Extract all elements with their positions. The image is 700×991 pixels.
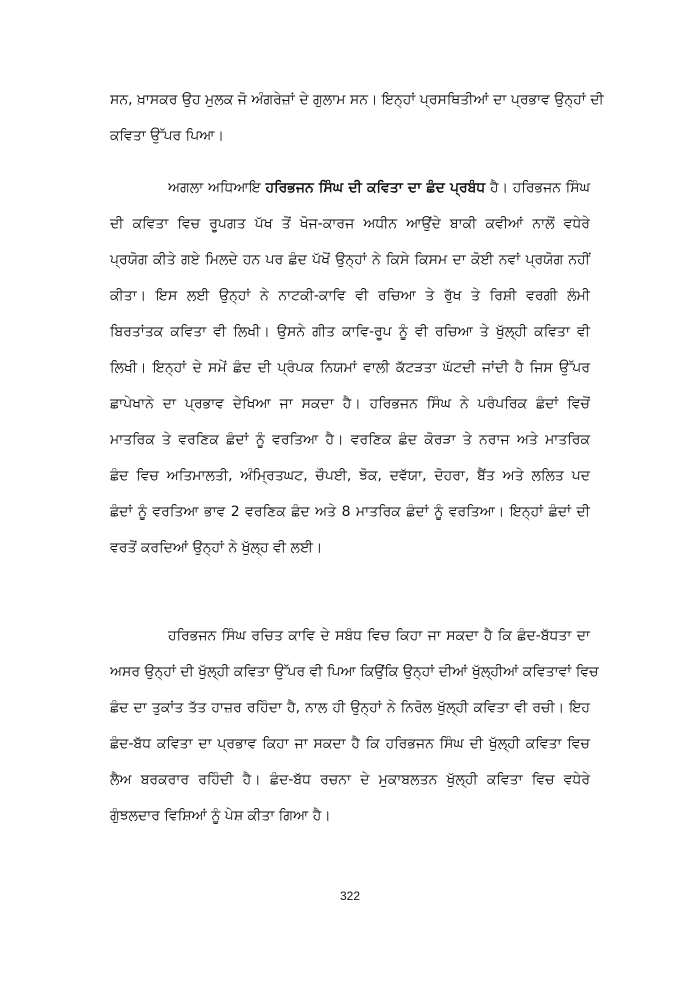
page-number: 322 xyxy=(339,889,361,903)
text-line: ਕੀਤਾ। ਇਸ ਲਈ ਉਨ੍ਹਾਂ ਨੇ ਨਾਟਕੀ-ਕਾਵਿ ਵੀ ਰਚਿਆ ਤੇ ਰੁੱਖ ਤੇ ਰਿਸ਼ੀ ਵਰਗੀ ਲੰਮੀ xyxy=(110,288,590,304)
text-line: ਵਰਤੋਂ ਕਰਦਿਆਂ ਉਨ੍ਹਾਂ ਨੇ ਖੁੱਲ੍ਹ ਵੀ ਲਈ। xyxy=(110,540,323,556)
chapter-title-bold: ਹਰਿਭਜਨ ਸਿੰਘ ਦੀ ਕਵਿਤਾ ਦਾ ਛੰਦ ਪ੍ਰਬੰਧ xyxy=(265,180,486,196)
text-line: ਛੰਦਾਂ ਨੂੰ ਵਰਤਿਆ ਭਾਵ 2 ਵਰਣਿਕ ਛੰਦ ਅਤੇ 8 ਮਾਤਰਿਕ ਛੰਦਾਂ ਨੂੰ ਵਰਤਿਆ। ਇਨ੍ਹਾਂ ਛੰਦਾਂ ਦੀ xyxy=(110,504,590,520)
text-line: ਹਰਿਭਜਨ ਸਿੰਘ ਰਚਿਤ ਕਾਵਿ ਦੇ ਸਬੰਧ ਵਿਚ ਕਿਹਾ ਜਾ ਸਕਦਾ ਹੈ ਕਿ ਛੰਦ-ਬੱਧਤਾ ਦਾ xyxy=(168,628,590,644)
text-line: ਛਾਪੇਖਾਨੇ ਦਾ ਪ੍ਰਭਾਵ ਦੇਖਿਆ ਜਾ ਸਕਦਾ ਹੈ। ਹਰਿਭਜਨ ਸਿੰਘ ਨੇ ਪਰੰਪਰਿਕ ਛੰਦਾਂ ਵਿਚੋਂ xyxy=(110,396,590,412)
text-line: ਲਿਖੀ। ਇਨ੍ਹਾਂ ਦੇ ਸਮੇਂ ਛੰਦ ਦੀ ਪ੍ਰੰਪਕ ਨਿਯਮਾਂ ਵਾਲੀ ਕੱਟੜਤਾ ਘੱਟਦੀ ਜਾਂਦੀ ਹੈ ਜਿਸ ਉੱਪਰ xyxy=(110,360,590,376)
text-line: ਛੰਦ ਵਿਚ ਅਤਿਮਾਲਤੀ, ਅੰਮ੍ਰਿਤਘਟ, ਚੌਪਈ, ਝੋਕ, ਦਵੱਯਾ, ਦੋਹਰਾ, ਬੈਂਤ ਅਤੇ ਲਲਿਤ ਪਦ xyxy=(110,468,590,484)
text-line: ਮਾਤਰਿਕ ਤੇ ਵਰਣਿਕ ਛੰਦਾਂ ਨੂੰ ਵਰਤਿਆ ਹੈ। ਵਰਣਿਕ ਛੰਦ ਕੋਰੜਾ ਤੇ ਨਰਾਜ ਅਤੇ ਮਾਤਰਿਕ xyxy=(110,432,590,448)
text-line: ਬਿਰਤਾਂਤਕ ਕਵਿਤਾ ਵੀ ਲਿਖੀ। ਉਸਨੇ ਗੀਤ ਕਾਵਿ-ਰੂਪ ਨੂੰ ਵੀ ਰਚਿਆ ਤੇ ਖੁੱਲ੍ਹੀ ਕਵਿਤਾ ਵੀ xyxy=(110,324,590,340)
text-line: ਛੰਦ ਦਾ ਤੁਕਾਂਤ ਤੱਤ ਹਾਜ਼ਰ ਰਹਿੰਦਾ ਹੈ, ਨਾਲ ਹੀ ਉਨ੍ਹਾਂ ਨੇ ਨਿਰੋਲ ਖੁੱਲ੍ਹੀ ਕਵਿਤਾ ਵੀ ਰਚੀ। ਇਹ xyxy=(110,700,590,716)
text-line: ਛੰਦ-ਬੱਧ ਕਵਿਤਾ ਦਾ ਪ੍ਰਭਾਵ ਕਿਹਾ ਜਾ ਸਕਦਾ ਹੈ ਕਿ ਹਰਿਭਜਨ ਸਿੰਘ ਦੀ ਖੁੱਲ੍ਹੀ ਕਵਿਤਾ ਵਿਚ xyxy=(110,736,590,752)
text-line xyxy=(168,178,590,198)
text-line: ਦੀ ਕਵਿਤਾ ਵਿਚ ਰੂਪਗਤ ਪੱਖ ਤੋਂ ਖੋਜ-ਕਾਰਜ ਅਧੀਨ ਆਉਂਦੇ ਬਾਕੀ ਕਵੀਆਂ ਨਾਲੋਂ ਵਧੇਰੇ xyxy=(110,216,590,232)
text-line: ਪ੍ਰਯੋਗ ਕੀਤੇ ਗਏ ਮਿਲਦੇ ਹਨ ਪਰ ਛੰਦ ਪੱਖੋਂ ਉਨ੍ਹਾਂ ਨੇ ਕਿਸੇ ਕਿਸਮ ਦਾ ਕੋਈ ਨਵਾਂ ਪ੍ਰਯੋਗ ਨਹੀਂ xyxy=(110,252,590,268)
text-line: ਸਨ, ਖ਼ਾਸਕਰ ਉਹ ਮੁਲਕ ਜੋ ਅੰਗਰੇਜ਼ਾਂ ਦੇ ਗੁਲਾਮ ਸਨ। ਇਨ੍ਹਾਂ ਪ੍ਰਸਥਿਤੀਆਂ ਦਾ ਪ੍ਰਭਾਵ ਉਨ੍ਹਾਂ ਦੀ xyxy=(110,92,604,108)
text-line: ਗੁੰਝਲਦਾਰ ਵਿਸ਼ਿਆਂ ਨੂੰ ਪੇਸ਼ ਕੀਤਾ ਗਿਆ ਹੈ। xyxy=(110,808,331,824)
text-line: ਲੈਅ ਬਰਕਰਾਰ ਰਹਿੰਦੀ ਹੈ। ਛੰਦ-ਬੱਧ ਰਚਨਾ ਦੇ ਮੁਕਾਬਲਤਨ ਖੁੱਲ੍ਹੀ ਕਵਿਤਾ ਵਿਚ ਵਧੇਰੇ xyxy=(110,772,590,788)
text-span: ਅਗਲਾ ਅਧਿਆਇ xyxy=(168,180,266,196)
text-line: ਕਵਿਤਾ ਉੱਪਰ ਪਿਆ। xyxy=(110,128,224,144)
text-line: ਅਸਰ ਉਨ੍ਹਾਂ ਦੀ ਖੁੱਲ੍ਹੀ ਕਵਿਤਾ ਉੱਪਰ ਵੀ ਪਿਆ ਕਿਉਂਕਿ ਉਨ੍ਹਾਂ ਦੀਆਂ ਖੁੱਲ੍ਹੀਆਂ ਕਵਿਤਾਵਾਂ ਵਿਚ xyxy=(110,664,599,680)
text-span: ਹੈ। ਹਰਿਭਜਨ ਸਿੰਘ xyxy=(485,180,591,196)
